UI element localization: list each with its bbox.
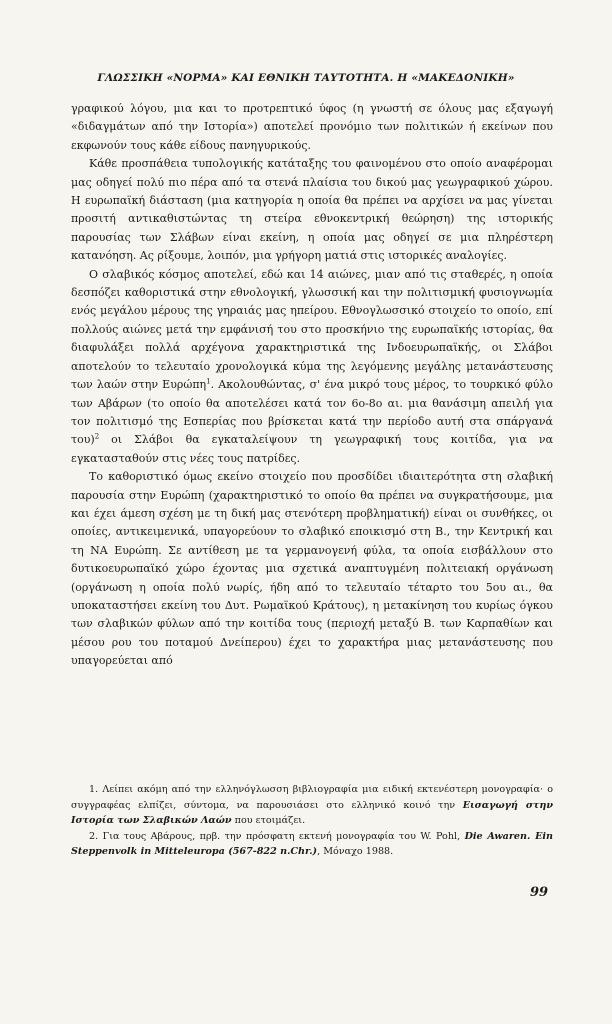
footnote-2-text-b: , Μόναχο 1988.	[317, 846, 394, 857]
footnotes	[71, 782, 553, 860]
footnote-1-text-a: Λείπει ακόμη από την ελληνόγλωσση βιβλιογραφία μια ειδική εκτενέστερη μονογραφία· ο συγγραφέας ελπίζει, σύντομα, να παρουσιάσει στο ελληνικό κοινό την	[71, 784, 553, 811]
paragraph-3-part-b: . Ακολουθώντας, σ' ένα μικρό τους μέρος, το τουρκικό φύλο των Αβάρων (το οποίο θα αποτελέσει κατά τον 6ο-8ο αι. μια θανάσιμη απειλή για τον πολιτισμό της Εσπερίας που βρίσκεται κατά την περίοδο αυτή στα σπάργανά του)	[71, 378, 553, 447]
page-number: 99	[530, 885, 549, 900]
footnote-1	[71, 782, 553, 829]
footnote-2-number: 2.	[89, 830, 99, 842]
paragraph-1: γραφικού λόγου, μια και το προτρεπτικό ύφος (η γνωστή σε όλους μας εξαγωγή «διδαγμάτων από την Ιστορία») αποτελεί προνόμιο των πολιτικών ή εκείνων που εκφωνούν τους κάθε είδους πανηγυρικούς.	[71, 102, 553, 152]
footnote-ref-1: 1	[206, 377, 211, 386]
paragraph-3-part-c: οι Σλάβοι θα εγκαταλείψουν τη γεωγραφική τους κοιτίδα, για να εγκατασταθούν στις νέες τους πατρίδες.	[71, 433, 553, 465]
body-text	[71, 100, 553, 671]
running-header: ΓΛΩΣΣΙΚΗ «ΝΟΡΜΑ» ΚΑΙ ΕΘΝΙΚΗ ΤΑΥΤΟΤΗΤΑ. Η «ΜΑΚΕΔΟΝΙΚΗ»	[97, 72, 515, 84]
footnote-1-text-b: που ετοιμάζει.	[231, 815, 306, 826]
footnote-2-title: Die Awaren. Ein Steppenvolk in Mitteleuropa (567-822 n.Chr.)	[71, 830, 553, 857]
footnote-ref-2: 2	[94, 432, 100, 441]
paragraph-2: Κάθε προσπάθεια τυπολογικής κατάταξης του φαινομένου στο οποίο αναφέρομαι μας οδηγεί πολύ πιο πέρα από τα στενά πλαίσια του δικού μας γεωγραφικού χώρου. Η ευρωπαϊκή διάσταση (μια κατηγορία η οποία θα πρέπει να αρχίσει να μας γίνεται προσιτή αντικαθιστώντας τη στείρα εθνοκεντρική θεώρηση) της ιστορικής παρουσίας των Σλάβων είναι εκείνη, η οποία μας οδηγεί σε μια πληρέστερη κατανόηση. Ας ρίξουμε, λοιπόν, μια γρήγορη ματιά στις ιστορικές αναλογίες.	[71, 157, 553, 263]
paragraph-3	[71, 266, 553, 468]
footnote-2	[71, 829, 553, 860]
footnote-1-number: 1.	[89, 784, 99, 795]
paragraph-3-part-a: Ο σλαβικός κόσμος αποτελεί, εδώ και 14 αιώνες, μιαν από τις σταθερές, η οποία δεσπόζει καθοριστικά στην εθνολογική, γλωσσική και την πολιτισμική φυσιογνωμία ενός μεγάλου μέρους της γηραιάς μας ηπείρου. Εθνογλωσσικό στοιχείο το οποίο, επί πολλούς αιώνες μετά την εμφάνισή του στο προσκήνιο της ευρωπαϊκής ιστορίας, θα διαφυλάξει πολλά αρχέγονα χαρακτηριστικά της Ινδοευρωπαϊκής, οι Σλάβοι αποτελούν το τελευταίο χρονολογικά κύμα της λεγόμενης μεγάλης μετανάστευσης των λαών στην Ευρώπη	[71, 267, 553, 392]
footnote-2-text-a: Για τους Αβάρους, πρβ. την πρόσφατη εκτενή μονογραφία του W. Pohl,	[98, 830, 465, 842]
footnote-1-title: Εισαγωγή στην Ιστορία των Σλαβικών Λαών	[71, 799, 553, 826]
paragraph-4: Το καθοριστικό όμως εκείνο στοιχείο που προσδίδει ιδιαιτερότητα στη σλαβική παρουσία στην Ευρώπη (χαρακτηριστικό το οποίο θα πρέπει να συγκρατήσουμε, μια και έχει άμεση σχέση με τη δική μας στενότερη προβληματική) είναι οι συνθήκες, οι οποίες, αντικειμενικά, υπαγορεύουν το σλαβικό εποικισμό στη Β., την Κεντρική και τη ΝΑ Ευρώπη. Σε αντίθεση με τα γερμανογενή φύλα, τα οποία εισβάλλουν στο δυτικοευρωπαϊκό χώρο έχοντας μια σχετικά αναπτυγμένη πολιτειακή οργάνωση (οργάνωση η οποία πολύ νωρίς, ήδη από το τελευταίο τέταρτο του 5ου αι., θα υποκαταστήσει εκείνη του Δυτ. Ρωμαϊκού Κράτους), η μετακίνηση του κυρίως όγκου των σλαβικών φύλων από την κοιτίδα τους (περιοχή μεταξύ Β. των Καρπαθίων και μέσου ρου του ποταμού Δνείπερου) έχει το χαρακτήρα μιας μετανάστευσης που υπαγορεύεται από	[71, 470, 553, 668]
